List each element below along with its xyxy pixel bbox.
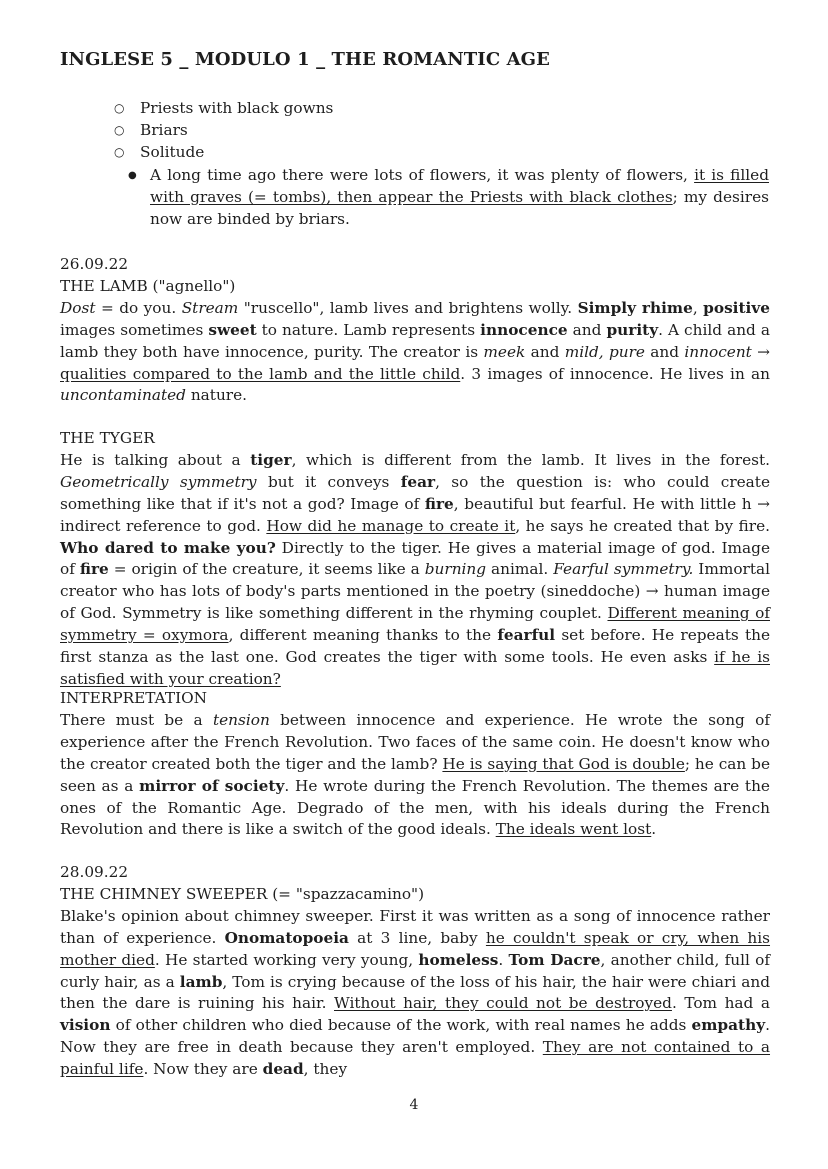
italic-text: Stream xyxy=(181,298,239,317)
underlined-text: They are not contained to a painful life xyxy=(60,1038,771,1079)
bold-text: fear xyxy=(400,472,436,491)
italic-text: mild, pure xyxy=(564,342,645,361)
bold-text: sweet xyxy=(208,320,257,339)
bold-text: fire xyxy=(79,560,109,579)
text: of other children who died because of the work, with real names he adds xyxy=(110,1016,692,1035)
date: 26.09.22 xyxy=(60,255,129,273)
underlined-text: Without hair, they could not be destroyed xyxy=(334,994,672,1013)
text: at 3 line, baby xyxy=(348,928,486,947)
date: 28.09.22 xyxy=(60,863,129,881)
italic-text: Fearful symmetry. xyxy=(553,560,694,579)
underlined-text: The ideals went lost xyxy=(495,820,652,839)
text: , another child, full of curly hair, as a xyxy=(60,950,771,991)
text: . 3 images of innocence. He lives in an xyxy=(460,364,771,383)
text: ; my desires now are binded by briars. xyxy=(150,187,769,228)
page-number: 4 xyxy=(409,1097,419,1113)
text: images sometimes xyxy=(60,320,209,339)
text: nature. xyxy=(185,386,248,405)
section-tyger xyxy=(60,428,770,691)
text: , they xyxy=(303,1060,348,1079)
section-lamb xyxy=(60,254,770,407)
paragraph xyxy=(60,450,770,691)
underlined-text: He is saying that God is double xyxy=(442,754,685,773)
paragraph xyxy=(60,906,770,1081)
text: There must be a xyxy=(60,710,213,729)
list-item xyxy=(128,165,769,231)
text: and xyxy=(644,342,685,361)
italic-text: uncontaminated xyxy=(60,386,186,405)
bold-text: dead xyxy=(262,1060,304,1079)
bold-text: tiger xyxy=(250,450,292,469)
bold-text: Tom Dacre xyxy=(508,950,601,969)
underlined-text: qualities compared to the lamb and the little child xyxy=(60,364,461,383)
bold-text: mirror of society xyxy=(139,776,285,795)
bold-text: fire xyxy=(424,494,454,513)
text: . He started working very young, xyxy=(154,950,419,969)
section-heading: THE CHIMNEY SWEEPER (= "spazzacamino") xyxy=(60,884,425,903)
section-interpretation xyxy=(60,688,770,841)
text: . xyxy=(498,950,509,969)
italic-text: tension xyxy=(212,710,270,729)
text: and xyxy=(567,320,607,339)
italic-text: Dost xyxy=(60,298,96,317)
section-heading: THE TYGER xyxy=(60,429,155,447)
text: to nature. Lamb represents xyxy=(256,320,481,339)
text: , different meaning thanks to the xyxy=(228,626,498,645)
text: A long time ago there were lots of flowers, it was plenty of flowers, xyxy=(150,166,695,184)
text: . Tom had a xyxy=(671,994,770,1013)
bold-text: Onomatopoeia xyxy=(224,928,349,947)
text: and xyxy=(525,342,565,361)
text: Blake's opinion about chimney sweeper. First it was written as a song of innocence rather than of experience. xyxy=(60,906,770,947)
text: Directly to the tiger. He gives a material image of god. Image of xyxy=(60,538,770,579)
text: Immortal creator who has lots of body's parts mentioned in the poetry (sineddoche) → human image of God. Symmetry is like something different in the rhyming couplet. xyxy=(60,560,771,623)
list-item: ○ Briars xyxy=(114,120,333,142)
text: = do you. xyxy=(95,298,182,317)
section-heading: INTERPRETATION xyxy=(60,689,208,707)
italic-text: Geometrically symmetry xyxy=(60,472,257,491)
text: , he says he created that by fire. xyxy=(515,516,770,535)
bullet-list xyxy=(128,165,769,231)
bold-text: empathy xyxy=(691,1016,766,1035)
italic-text: innocent xyxy=(684,342,752,361)
underlined-text: How did he manage to create it xyxy=(266,516,516,535)
underlined-text: he couldn't speak or cry, when his mother died xyxy=(60,928,771,969)
text: set before. He repeats the first stanza as the last one. God creates the tiger with some tools. He even asks xyxy=(60,626,771,667)
italic-text: meek xyxy=(483,342,526,361)
text: = origin of the creature, it seems like a xyxy=(108,560,425,579)
text: "ruscello", lamb lives and brightens wolly. xyxy=(238,298,578,317)
section-chimney-sweeper xyxy=(60,862,770,1081)
sub-list xyxy=(114,98,333,164)
text: , Tom is crying because of the loss of his hair, the hair were chiari and then the dare is ruining his hair. xyxy=(60,972,770,1013)
text: . Now they are free in death because they aren't employed. xyxy=(60,1016,770,1057)
text: → xyxy=(751,342,770,361)
text: but it conveys xyxy=(256,472,401,491)
paragraph xyxy=(60,710,770,841)
underlined-text: it is filled with graves (= tombs), then appear the Priests with black clothes xyxy=(150,166,769,206)
list-item: ○ Priests with black gowns xyxy=(114,98,333,120)
italic-text: burning xyxy=(424,560,487,579)
text: animal. xyxy=(486,560,554,579)
text: . A child and a lamb they both have innocence, purity. The creator is xyxy=(60,320,770,361)
bold-text: vision xyxy=(60,1016,111,1035)
bold-text: lamb xyxy=(179,972,223,991)
paragraph xyxy=(60,298,770,408)
page-title: INGLESE 5 _ MODULO 1 _ THE ROMANTIC AGE xyxy=(60,49,550,70)
text: between innocence and experience. He wrote the song of experience after the French Revolution. Two faces of the same coin. He doesn't know who the creator created both the tiger and the lamb? xyxy=(60,710,770,773)
text: , which is different from the lamb. It lives in the forest. xyxy=(291,450,771,469)
list-item: ○ Solitude xyxy=(114,142,333,164)
text: . He wrote during the French Revolution. The themes are the ones of the Romantic Age. Degrado of the men, with his ideals during the French Revolution and there is like a switch of the good ideals. xyxy=(60,776,770,839)
underlined-text: if he is satisfied with your creation? xyxy=(60,648,770,688)
text: , xyxy=(692,298,704,317)
underlined-text: Different meaning of symmetry = oxymora xyxy=(60,604,770,645)
bold-text: innocence xyxy=(480,320,568,339)
bold-text: Simply rhime xyxy=(577,298,693,317)
bold-text: homeless xyxy=(418,950,499,969)
section-heading: THE LAMB ("agnello") xyxy=(60,276,236,295)
bold-text: positive xyxy=(703,298,770,317)
text: . Now they are xyxy=(143,1060,263,1079)
text: ; he can be seen as a xyxy=(60,754,771,795)
text: , beautiful but fearful. He with little h → indirect reference to god. xyxy=(60,494,770,535)
text: , so the question is: who could create something like that if it's not a god? Image of xyxy=(60,472,771,513)
text: He is talking about a xyxy=(60,450,251,469)
bold-text: fearful xyxy=(497,626,556,645)
bold-text: Who dared to make you? xyxy=(60,538,276,557)
bold-text: purity xyxy=(606,320,659,339)
text: . xyxy=(651,820,657,839)
